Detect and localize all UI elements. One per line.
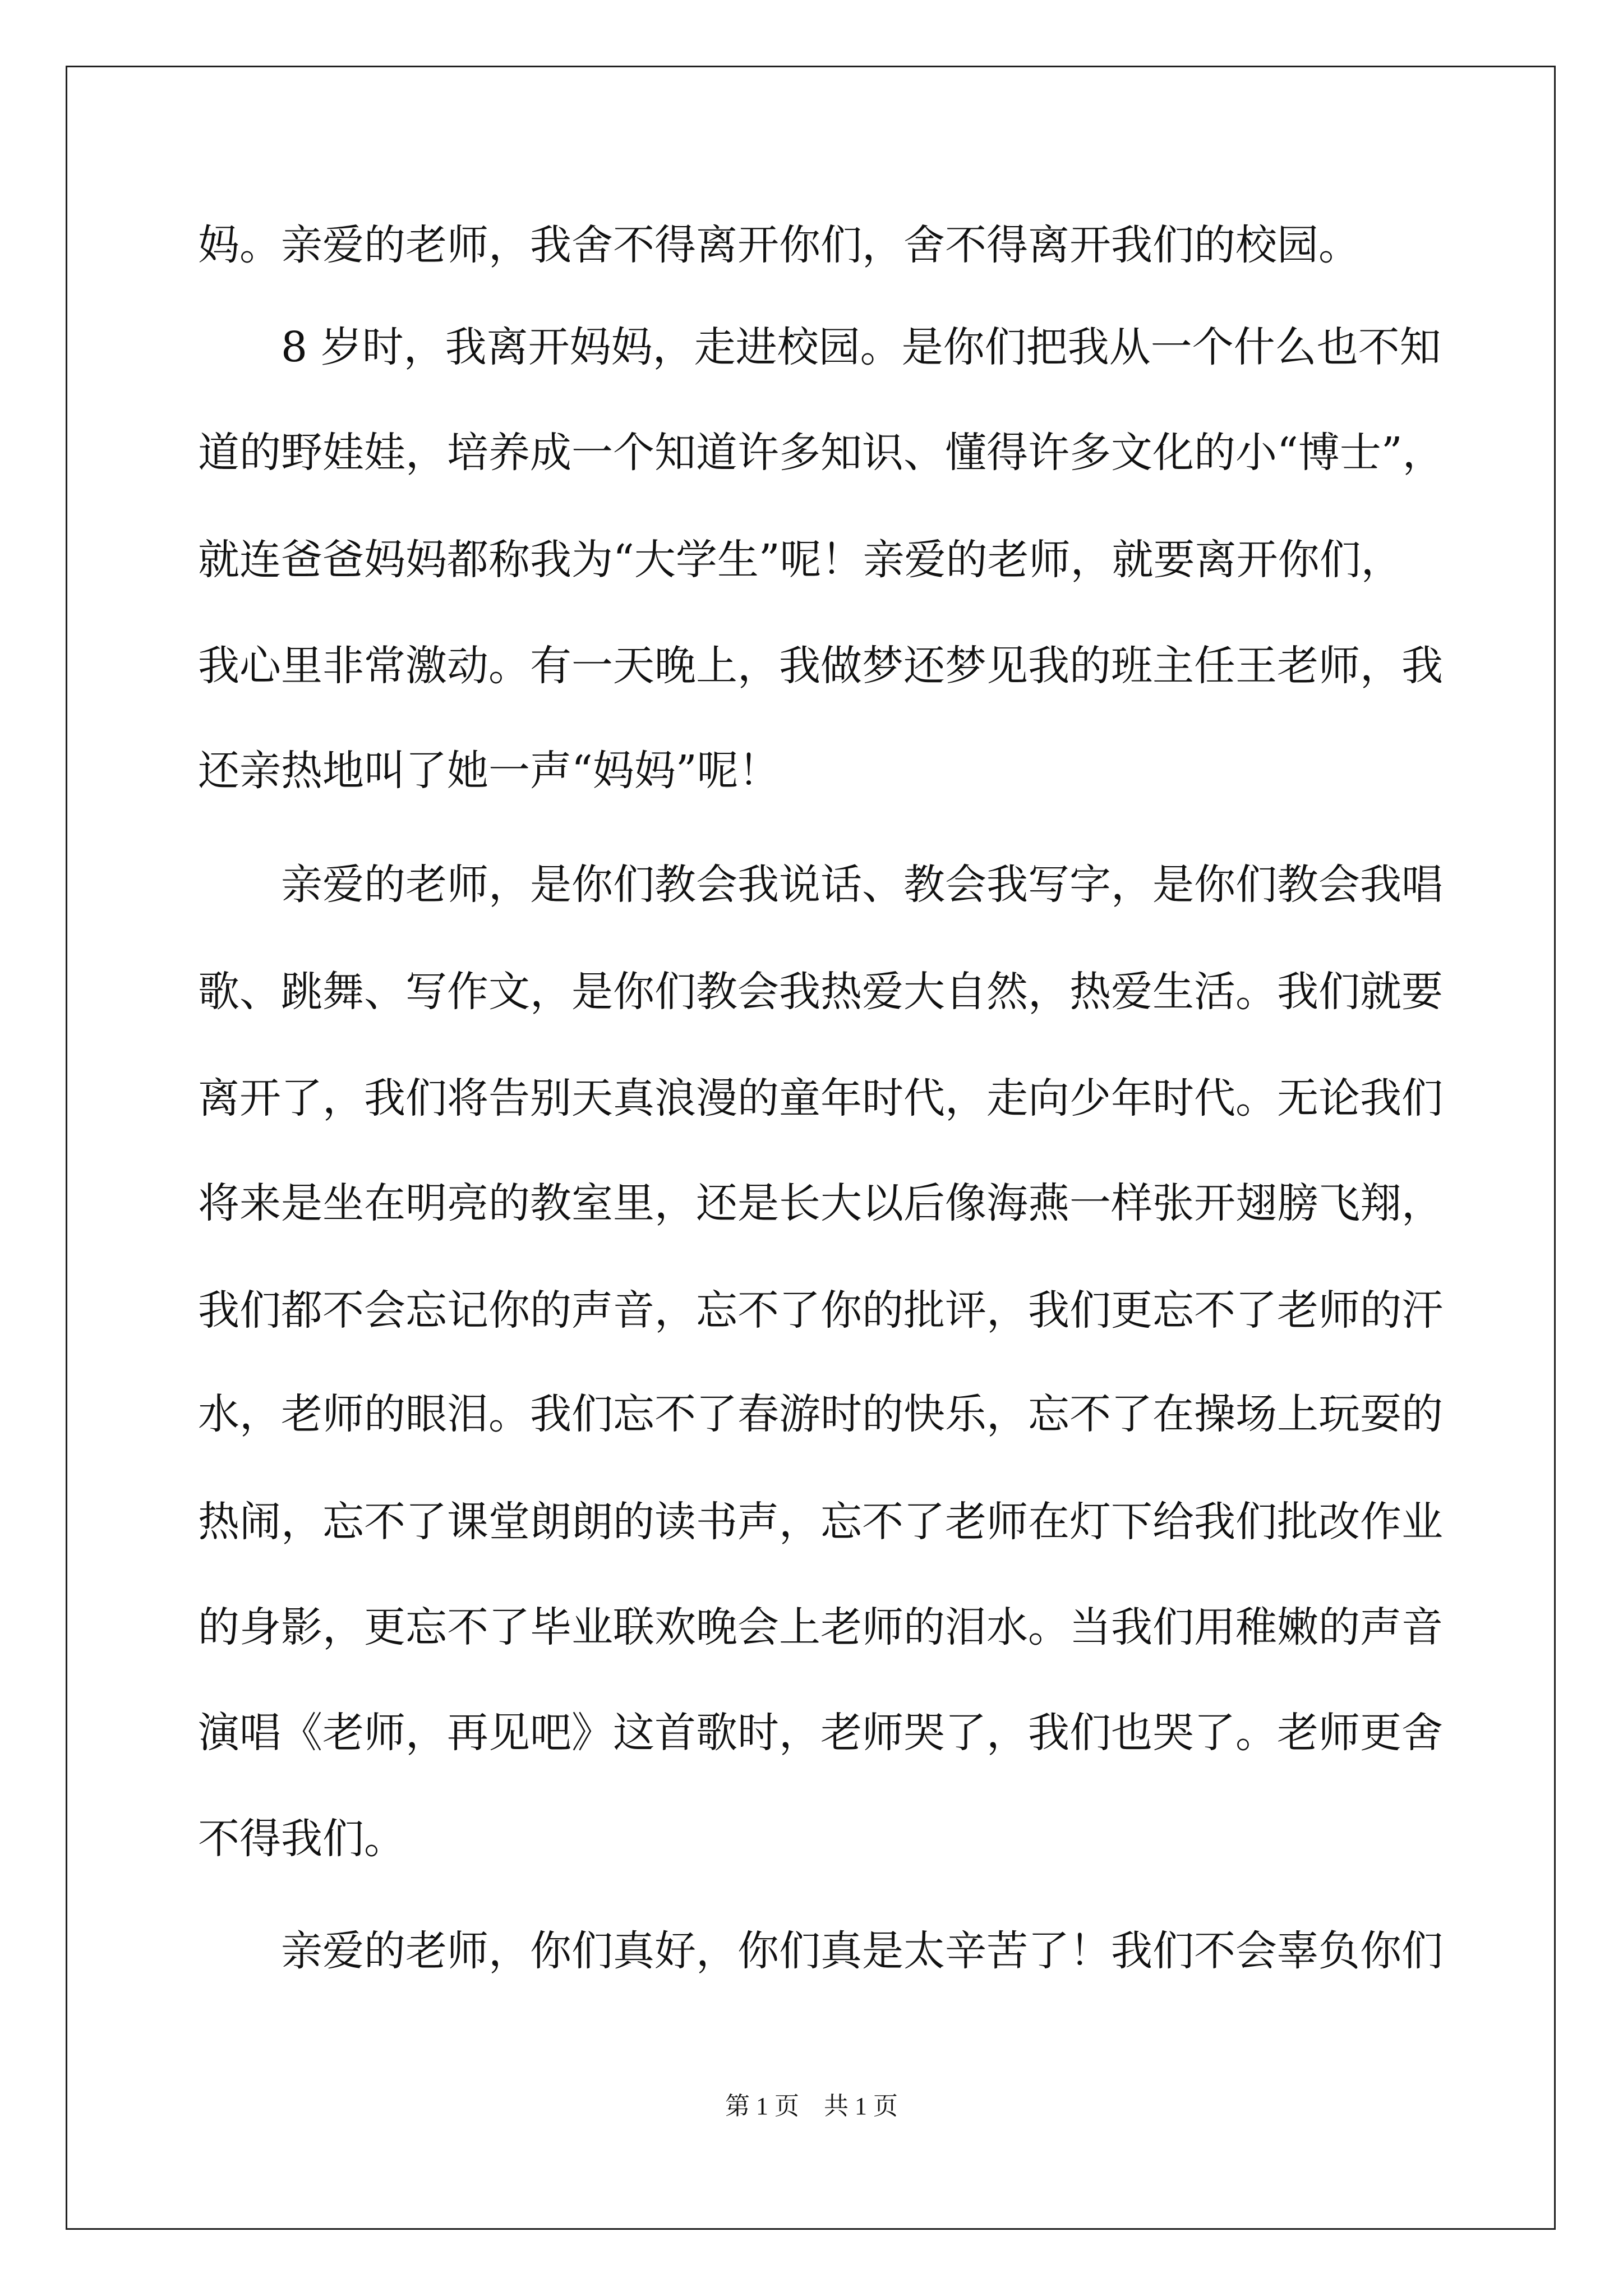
paragraph-line: 还亲热地叫了她一声“妈妈”呢！ — [198, 747, 780, 795]
paragraph-line: 水，老师的眼泪。我们忘不了春游时的快乐，忘不了在操场上玩耍的 — [198, 1390, 1443, 1438]
paragraph-line: 我心里非常激动。有一天晚上，我做梦还梦见我的班主任王老师，我 — [198, 642, 1443, 690]
page-border — [66, 66, 1556, 2230]
paragraph-line: 演唱《老师，再见吧》这首歌时，老师哭了，我们也哭了。老师更舍 — [198, 1709, 1443, 1757]
text-line: 妈。亲爱的老师，我舍不得离开你们，舍不得离开我们的校园。 — [198, 221, 1360, 269]
paragraph-line: 我们都不会忘记你的声音，忘不了你的批评，我们更忘不了老师的汗 — [198, 1286, 1443, 1335]
paragraph-line: 热闹，忘不了课堂朗朗的读书声，忘不了老师在灯下给我们批改作业 — [198, 1498, 1443, 1546]
paragraph-line: 离开了，我们将告别天真浪漫的童年时代，走向少年时代。无论我们 — [198, 1074, 1443, 1122]
paragraph-line: 就连爸爸妈妈都称我为“大学生”呢！亲爱的老师，就要离开你们， — [198, 536, 1403, 584]
paragraph-line: 歌、跳舞、写作文，是你们教会我热爱大自然，热爱生活。我们就要 — [198, 968, 1443, 1016]
paragraph-line: 不得我们。 — [198, 1815, 405, 1863]
paragraph-line: 将来是坐在明亮的教室里，还是长大以后像海燕一样张开翅膀飞翔， — [198, 1179, 1443, 1227]
paragraph-line: 道的野娃娃，培养成一个知道许多知识、懂得许多文化的小“博士”， — [198, 429, 1444, 477]
paragraph-line: 亲爱的老师，是你们教会我说话、教会我写字，是你们教会我唱 — [198, 861, 1443, 909]
paragraph-line: 的身影，更忘不了毕业联欢晚会上老师的泪水。当我们用稚嫩的声音 — [198, 1603, 1443, 1651]
paragraph-line: 8 岁时，我离开妈妈，走进校园。是你们把我从一个什么也不知 — [198, 323, 1441, 371]
page-number-footer: 第 1 页 共 1 页 — [725, 2092, 898, 2120]
paragraph-line: 亲爱的老师，你们真好，你们真是太辛苦了！我们不会辜负你们 — [198, 1927, 1443, 1975]
